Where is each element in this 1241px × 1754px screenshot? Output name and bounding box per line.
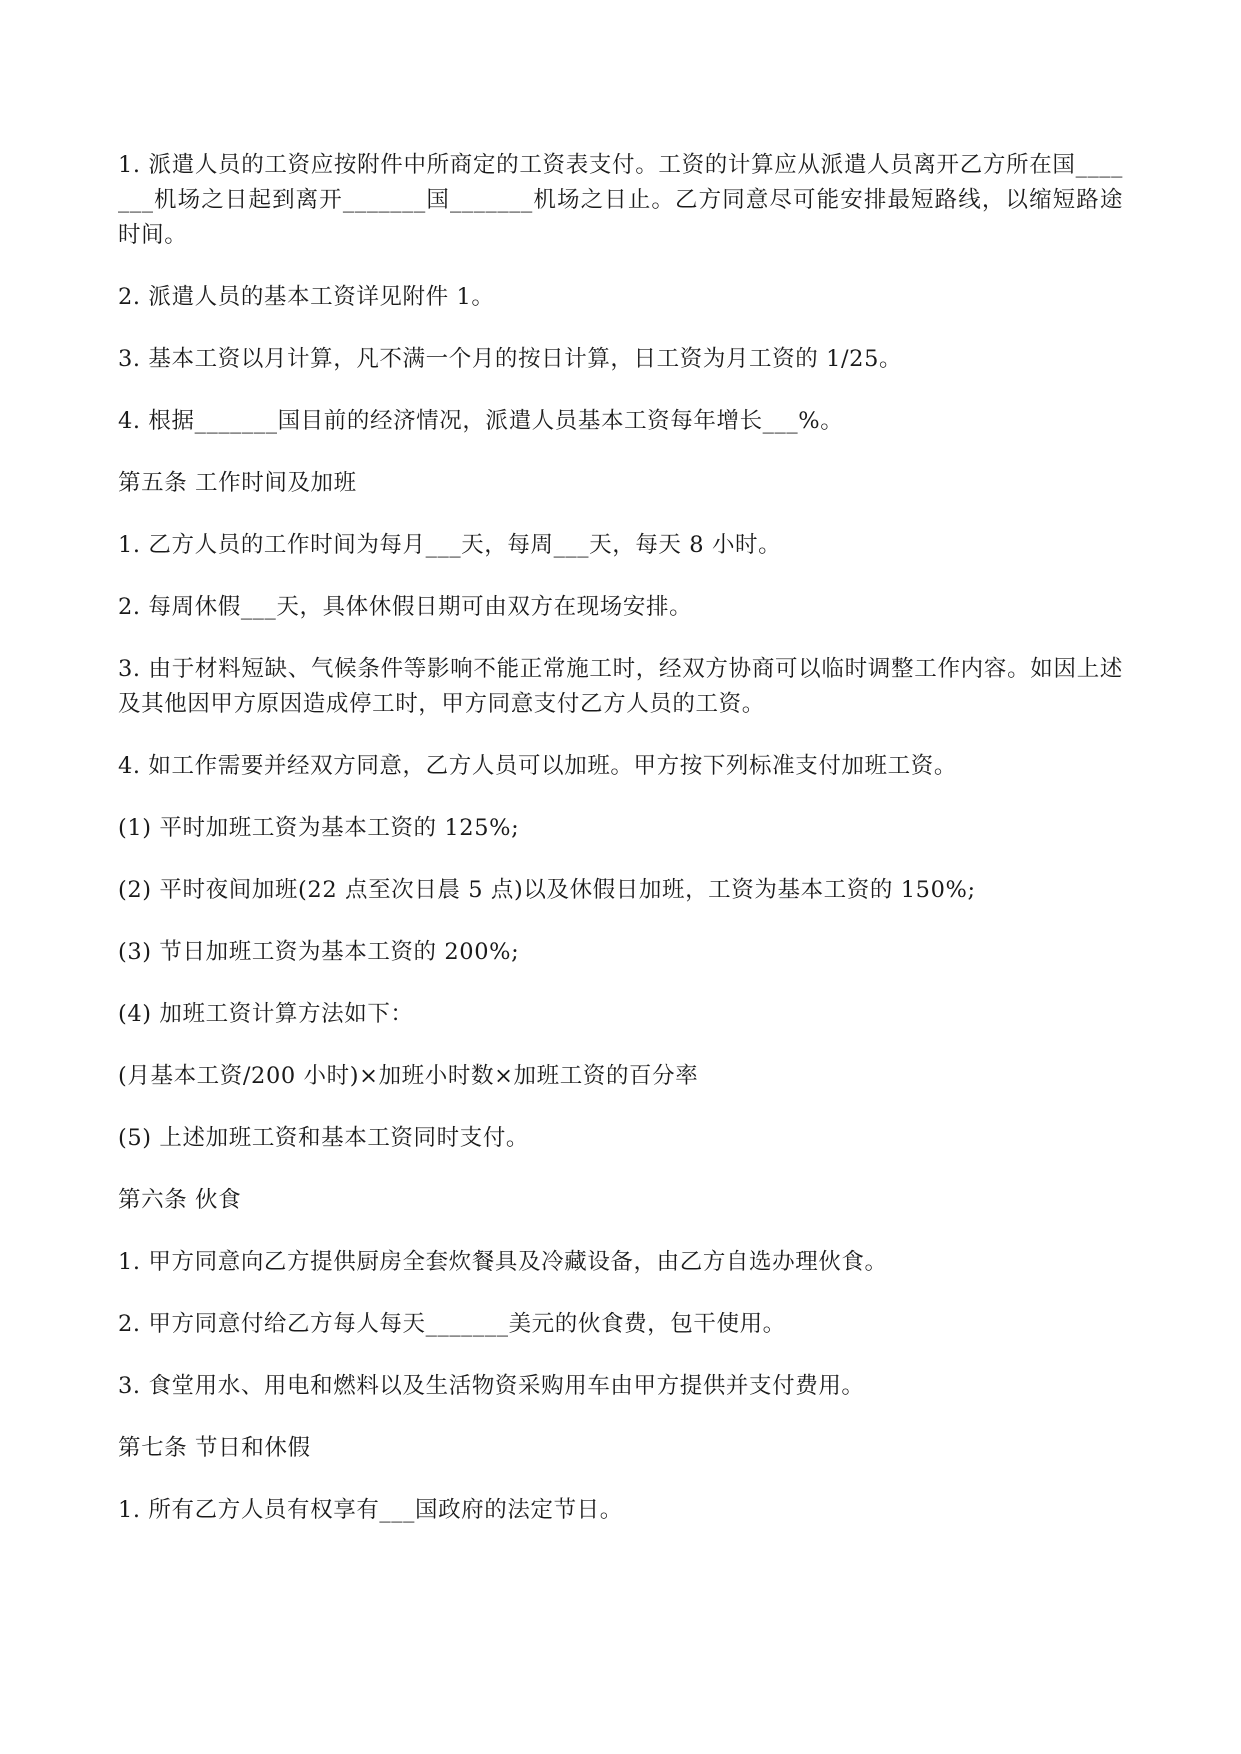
article-5-item-1: 1. 乙方人员的工作时间为每月___天，每周___天，每天 8 小时。 <box>118 532 782 558</box>
overtime-rule-1: (1) 平时加班工资为基本工资的 125%; <box>118 815 520 841</box>
section-heading-article-7: 第七条 节日和休假 <box>118 1435 311 1461</box>
article-5-item-4: 4. 如工作需要并经双方同意，乙方人员可以加班。甲方按下列标准支付加班工资。 <box>118 753 957 779</box>
article-6-item-2: 2. 甲方同意付给乙方每人每天_______美元的伙食费，包干使用。 <box>118 1311 786 1337</box>
article-6-item-3: 3. 食堂用水、用电和燃料以及生活物资采购用车由甲方提供并支付费用。 <box>118 1373 865 1399</box>
article-5-item-3: 3. 由于材料短缺、气候条件等影响不能正常施工时，经双方协商可以临时调整工作内容。如因上述及其他因甲方原因造成停工时，甲方同意支付乙方人员的工资。 <box>118 656 1123 717</box>
clause-4-item-2: 2. 派遣人员的基本工资详见附件 1。 <box>118 284 495 310</box>
article-6-item-1: 1. 甲方同意向乙方提供厨房全套炊餐具及冷藏设备，由乙方自选办理伙食。 <box>118 1249 888 1275</box>
overtime-rule-4: (4) 加班工资计算方法如下： <box>118 1001 414 1027</box>
article-7-item-1: 1. 所有乙方人员有权享有___国政府的法定节日。 <box>118 1497 623 1523</box>
section-heading-article-5: 第五条 工作时间及加班 <box>118 470 357 496</box>
overtime-rule-3: (3) 节日加班工资为基本工资的 200%; <box>118 939 520 965</box>
section-heading-article-6: 第六条 伙食 <box>118 1187 242 1213</box>
clause-4-item-3: 3. 基本工资以月计算，凡不满一个月的按日计算，日工资为月工资的 1/25。 <box>118 346 903 372</box>
clause-4-item-1: 1. 派遣人员的工资应按附件中所商定的工资表支付。工资的计算应从派遣人员离开乙方所在国_______机场之日起到离开_______国_______机场之日止。乙方同意尽可能安排最短路线，以缩短路途时间。 <box>118 152 1123 248</box>
overtime-formula: (月基本工资/200 小时)×加班小时数×加班工资的百分率 <box>118 1063 699 1089</box>
overtime-rule-5: (5) 上述加班工资和基本工资同时支付。 <box>118 1125 530 1151</box>
overtime-rule-2: (2) 平时夜间加班(22 点至次日晨 5 点)以及休假日加班，工资为基本工资的 150%; <box>118 877 976 903</box>
clause-4-item-4: 4. 根据_______国目前的经济情况，派遣人员基本工资每年增长___%。 <box>118 408 844 434</box>
article-5-item-2: 2. 每周休假___天，具体休假日期可由双方在现场安排。 <box>118 594 693 620</box>
document-body <box>118 148 1123 1555</box>
